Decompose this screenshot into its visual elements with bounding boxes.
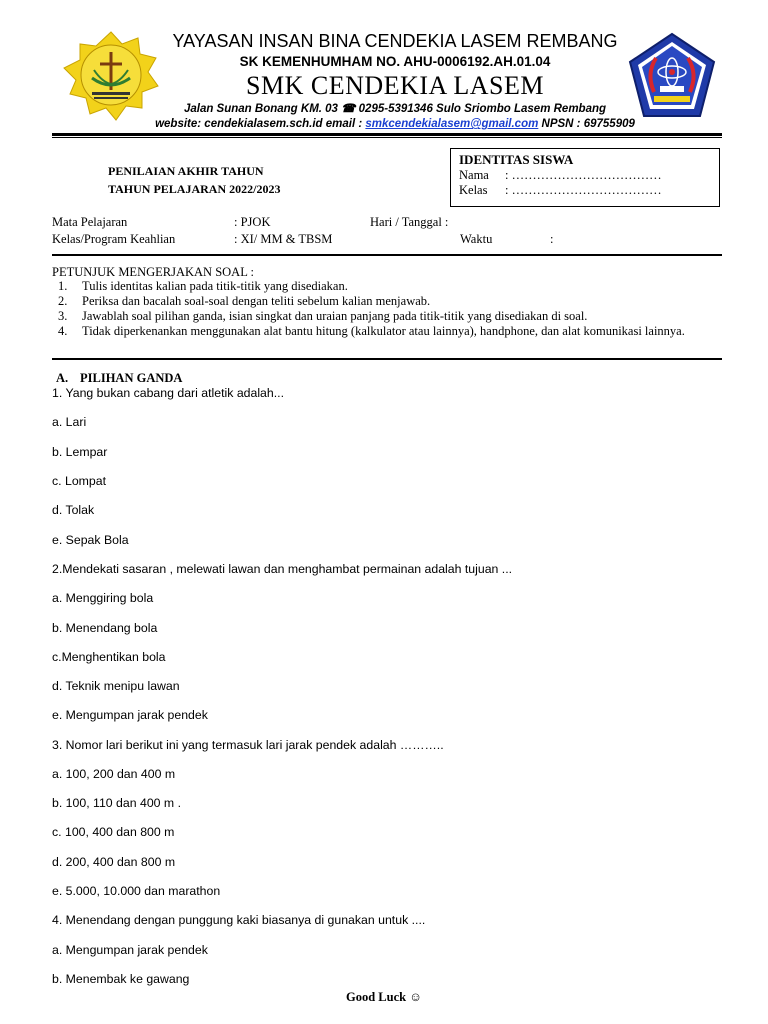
- npsn-text: NPSN : 69755909: [538, 118, 635, 130]
- class-field[interactable]: : ………………………………: [505, 183, 662, 197]
- class-program-label: Kelas/Program Keahlian: [52, 232, 176, 246]
- instruction-number: 1.: [58, 279, 68, 293]
- school-address: Jalan Sunan Bonang KM. 03 ☎ 0295-5391346 Sulo Sriombo Lasem Rembang: [183, 103, 607, 115]
- question-2: 2.Mendekati sasaran , melewati lawan dan menghambat permainan adalah tujuan ...: [52, 562, 513, 576]
- identity-title: IDENTITAS SISWA: [459, 152, 574, 167]
- school-contact: [150, 117, 640, 132]
- instruction-item: [52, 324, 730, 339]
- name-label: Nama: [459, 168, 489, 182]
- option-line[interactable]: c.Menghentikan bola: [52, 650, 166, 664]
- option-line[interactable]: c. 100, 400 dan 800 m: [52, 825, 175, 839]
- time-label: Waktu: [460, 232, 493, 246]
- instruction-text: Periksa dan bacalah soal-soal dengan teliti sebelum kalian menjawab.: [82, 294, 431, 308]
- option-line[interactable]: b. 100, 110 dan 400 m .: [52, 796, 181, 810]
- class-program-value: : XI/ MM & TBSM: [234, 232, 333, 246]
- instruction-item: [52, 294, 730, 309]
- decree-number: SK KEMENHUMHAM NO. AHU-0006192.AH.01.04: [239, 54, 551, 69]
- instruction-item: [52, 279, 730, 294]
- instruction-item: [52, 309, 730, 324]
- date-label: Hari / Tanggal :: [370, 215, 449, 229]
- time-value: :: [550, 232, 554, 246]
- good-luck-footer: Good Luck ☺: [346, 990, 422, 1004]
- option-line[interactable]: b. Lempar: [52, 445, 108, 459]
- option-line[interactable]: a. 100, 200 dan 400 m: [52, 767, 176, 781]
- option-line[interactable]: e. 5.000, 10.000 dan marathon: [52, 884, 221, 898]
- option-line[interactable]: b. Menembak ke gawang: [52, 972, 190, 986]
- subject-label: Mata Pelajaran: [52, 215, 128, 229]
- option-line[interactable]: d. 200, 400 dan 800 m: [52, 855, 176, 869]
- info-rule: [52, 254, 722, 256]
- option-line[interactable]: a. Menggiring bola: [52, 591, 154, 605]
- exam-title-line-1: PENILAIAN AKHIR TAHUN: [108, 164, 264, 178]
- section-letter: A.: [56, 371, 69, 385]
- instruction-number: 2.: [58, 294, 68, 308]
- instruction-text: Tidak diperkenankan menggunakan alat bantu hitung (kalkulator atau lainnya), handphone, dan alat komunikasi lainnya.: [82, 324, 685, 338]
- name-field[interactable]: : ………………………………: [505, 168, 662, 182]
- option-line[interactable]: a. Lari: [52, 415, 87, 429]
- section-a-heading: [56, 370, 182, 386]
- identity-row-name: [459, 168, 719, 183]
- question-3: 3. Nomor lari berikut ini yang termasuk lari jarak pendek adalah ………..: [52, 738, 444, 752]
- instruction-text: Jawablah soal pilihan ganda, isian singkat dan uraian panjang pada titik-titik yang disediakan di soal.: [82, 309, 588, 323]
- instructions-rule: [52, 358, 722, 360]
- letterhead: [150, 30, 640, 132]
- yayasan-logo-icon: [62, 30, 160, 122]
- option-line[interactable]: b. Menendang bola: [52, 621, 158, 635]
- instructions-title: PETUNJUK MENGERJAKAN SOAL :: [52, 265, 254, 279]
- instructions-list: [52, 279, 730, 339]
- header-rule-thin: [52, 137, 722, 138]
- option-line[interactable]: e. Sepak Bola: [52, 533, 129, 547]
- subject-value: : PJOK: [234, 215, 271, 229]
- school-name: SMK CENDEKIA LASEM: [246, 71, 544, 100]
- instruction-number: 4.: [58, 324, 68, 338]
- option-line[interactable]: d. Tolak: [52, 503, 95, 517]
- foundation-name: YAYASAN INSAN BINA CENDEKIA LASEM REMBANG: [172, 31, 618, 51]
- identity-row-class: [459, 183, 719, 198]
- student-identity-box: [450, 148, 720, 207]
- exam-title-line-2: TAHUN PELAJARAN 2022/2023: [108, 182, 281, 196]
- exam-title: [108, 162, 280, 198]
- question-4: 4. Menendang dengan punggung kaki biasanya di gunakan untuk ....: [52, 913, 426, 927]
- website-text: website: cendekialasem.sch.id email :: [155, 118, 366, 130]
- option-line[interactable]: e. Mengumpan jarak pendek: [52, 708, 208, 722]
- question-1: 1. Yang bukan cabang dari atletik adalah...: [52, 386, 284, 400]
- instruction-text: Tulis identitas kalian pada titik-titik yang disediakan.: [82, 279, 348, 293]
- header-rule-thick: [52, 133, 722, 136]
- option-line[interactable]: a. Mengumpan jarak pendek: [52, 943, 208, 957]
- option-line[interactable]: c. Lompat: [52, 474, 106, 488]
- school-crest-logo-icon: [626, 32, 718, 120]
- option-line[interactable]: d. Teknik menipu lawan: [52, 679, 180, 693]
- email-link[interactable]: smkcendekialasem@gmail.com: [365, 118, 539, 130]
- class-label: Kelas: [459, 183, 488, 197]
- section-title: PILIHAN GANDA: [80, 371, 183, 385]
- instruction-number: 3.: [58, 309, 68, 323]
